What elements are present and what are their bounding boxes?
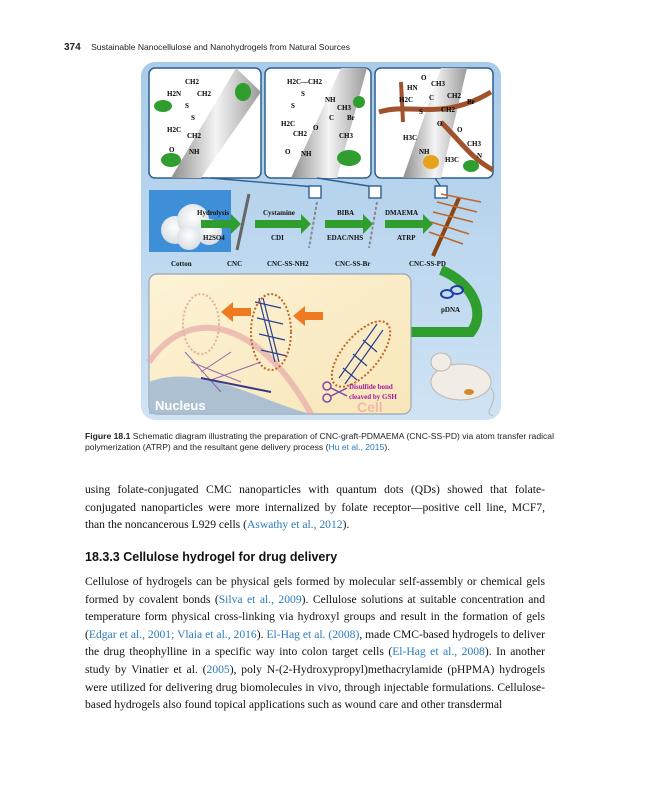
mol-label: O (421, 74, 427, 82)
mol-label: S (191, 114, 195, 122)
text-run: using folate-conjugated CMC nanoparticles with quantum dots (QDs) showed that folate-conjugated nanoparticles were more internalized by folate receptor—positive cell line, MCF7, than the noncancerous L929 cells ( (85, 483, 545, 532)
step3-bottom: EDAC/NHS (327, 234, 364, 242)
mol-label: NH (301, 150, 312, 158)
citation-link[interactable]: 2005 (206, 662, 230, 676)
mol-label: O (437, 120, 443, 128)
figure-18-1 (141, 62, 501, 420)
running-header (64, 42, 350, 53)
label-cnc-ss-br: CNC-SS-Br (335, 260, 371, 268)
mol-label: O (313, 124, 319, 132)
pdna-label: pDNA (441, 306, 461, 314)
mol-label: CH2 (187, 132, 201, 140)
page-number: 374 (64, 42, 81, 53)
figure-caption (85, 431, 565, 454)
disulfide-line2: cleaved by GSH (349, 393, 397, 401)
nucleus-label: Nucleus (155, 398, 206, 413)
step2-bottom: CDI (271, 234, 284, 242)
step2-top: Cystamine (263, 209, 295, 217)
mol-label: Br (467, 98, 475, 106)
mol-label: O (457, 126, 463, 134)
caption-end: ). (384, 442, 390, 453)
mol-label: HN (407, 84, 418, 92)
mol-label: O (169, 146, 175, 154)
mol-label: S (185, 102, 189, 110)
mol-label: S (291, 102, 295, 110)
mol-label: H2C—CH2 (287, 78, 322, 86)
mol-label: O (285, 148, 291, 156)
paragraph-2 (85, 573, 545, 714)
mol-label: NH (325, 96, 336, 104)
mol-label: H2C (281, 120, 295, 128)
label-cnc-ss-nh2: CNC-SS-NH2 (267, 260, 309, 268)
citation-link[interactable]: El-Hag et al. (2008) (266, 627, 360, 641)
mol-label: N (477, 152, 483, 160)
mol-label: Br (347, 114, 355, 122)
caption-text: Schematic diagram illustrating the preparation of CNC-graft-PDMAEMA (CNC-SS-PD) via atom transfer radical polymerization (ATRP) and the resultant gene delivery process ( (85, 431, 554, 453)
mol-label: CH3 (339, 132, 353, 140)
mol-label: NH (419, 148, 430, 156)
mol-label: CH3 (431, 80, 445, 88)
step1-top: Hydrolysis (197, 209, 230, 217)
citation-link[interactable]: El-Hag et al., 2008 (392, 645, 485, 659)
text-run: ). (342, 518, 350, 532)
molecule-panel-right (375, 68, 493, 178)
step3-top: BIBA (337, 209, 355, 217)
step1-bottom: H2SO4 (203, 234, 225, 242)
paragraph-1 (85, 481, 545, 534)
citation-link[interactable]: Silva et al., 2009 (218, 592, 302, 606)
cell-label: Cell (357, 399, 383, 415)
mol-label: CH2 (293, 130, 307, 138)
mol-label: H2C (399, 96, 413, 104)
text-run: Cellulose of hydrogels can be physical gels formed by molecular self-assembly or chemical gels formed by covalent bonds ( (85, 575, 545, 606)
mol-label: H3C (403, 134, 417, 142)
mol-label: H2C (167, 126, 181, 134)
text-run: ), poly N-(2-Hydroxypropyl)methacrylamide (pHPMA) hydrogels were utilized for delivering drug biomolecules in vivo, through injectable formulations. Cellulose-based hydrogels also found topical applications such as wound care and other transdermal (85, 662, 545, 712)
mol-label: CH2 (441, 106, 455, 114)
text-run: ). (256, 627, 267, 641)
running-title: Sustainable Nanocellulose and Nanohydrogels from Natural Sources (91, 42, 350, 52)
label-cotton: Cotton (171, 260, 192, 268)
mol-label: C (429, 94, 435, 102)
label-cnc-ss-pd: CNC-SS-PD (409, 260, 446, 268)
disulfide-line1: Disulfide bond (349, 383, 393, 391)
step4-bottom: ATRP (397, 234, 416, 242)
citation-link[interactable]: Aswathy et al., 2012 (246, 518, 343, 532)
mol-label: H3C (445, 156, 459, 164)
molecule-panel-middle (265, 68, 371, 178)
mol-label: CH3 (467, 140, 481, 148)
mol-label: NH (189, 148, 200, 156)
citation-link[interactable]: Hu et al., 2015 (328, 442, 385, 453)
text-run: ). In another study by Vinatier et al. ( (85, 645, 545, 676)
figure-label: Figure 18.1 (85, 431, 131, 441)
text-run: ). Cellulose solutions at suitable concentration and temperature form physical cross-linking via hydroxyl groups and result in the formation of gels ( (85, 592, 546, 641)
mol-label: S (301, 90, 305, 98)
text-run: , made CMC-based hydrogels to deliver the drug theophylline in a specific way into colon target cells ( (85, 627, 546, 659)
mol-label: H2N (167, 90, 181, 98)
citation-link[interactable]: Edgar et al., 2001; Vlaia et al., 2016 (88, 627, 257, 641)
molecule-panel-left (149, 68, 261, 178)
mol-label: CH2 (185, 78, 199, 86)
mol-label: C (329, 114, 335, 122)
mol-label: CH3 (337, 104, 351, 112)
mol-label: S (419, 108, 423, 116)
step4-top: DMAEMA (385, 209, 419, 217)
mol-label: CH2 (197, 90, 211, 98)
section-heading: 18.3.3 Cellulose hydrogel for drug delivery (85, 550, 338, 564)
label-cnc: CNC (227, 260, 243, 268)
mol-label: CH2 (447, 92, 461, 100)
